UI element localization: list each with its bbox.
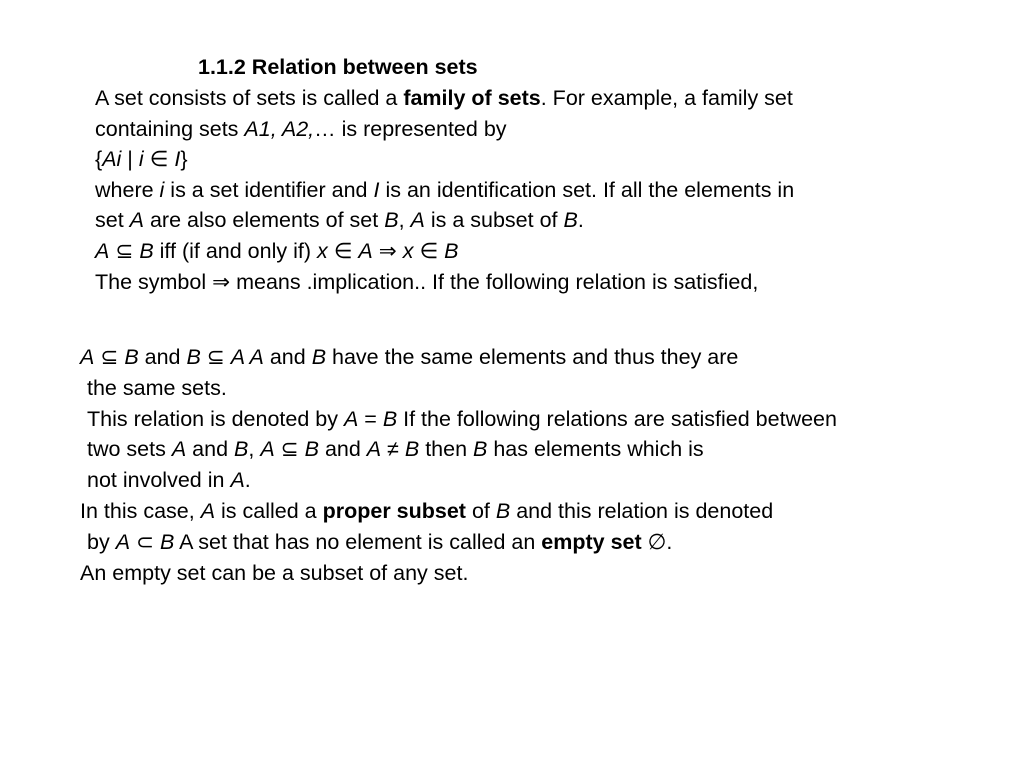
- text-run: .: [244, 468, 251, 492]
- text-line: [95, 207, 584, 233]
- italic-math: A: [230, 468, 245, 492]
- italic-math: I: [373, 178, 380, 202]
- italic-math: i: [138, 147, 144, 171]
- italic-math: i: [159, 178, 165, 202]
- text-run: In this case,: [80, 499, 201, 523]
- italic-math: x: [402, 239, 414, 263]
- italic-math: B: [563, 208, 578, 232]
- text-run: ⊆: [94, 345, 125, 369]
- text-run: A set consists of sets is called a: [95, 86, 404, 110]
- text-run: ⊆: [109, 239, 140, 263]
- italic-math: B: [473, 437, 488, 461]
- text-line: [80, 498, 773, 524]
- text-line: [87, 375, 227, 401]
- italic-math: B: [404, 437, 420, 461]
- text-run: ⊂: [130, 530, 160, 554]
- text-run: {: [95, 147, 103, 171]
- bold-term: empty set: [541, 530, 642, 554]
- italic-math: A: [171, 437, 187, 461]
- text-run: is a set identifier and: [164, 178, 374, 202]
- text-run: ⊆: [200, 345, 231, 369]
- italic-math: B: [139, 239, 154, 263]
- text-run: and: [186, 437, 235, 461]
- text-run: ⇒: [372, 239, 403, 263]
- italic-math: A: [129, 208, 144, 232]
- text-run: }: [180, 147, 188, 171]
- italic-math: B: [384, 208, 399, 232]
- text-run: This relation is denoted by: [87, 407, 344, 431]
- text-run: A set that has no element is called an: [174, 530, 542, 554]
- text-run: |: [121, 147, 139, 171]
- text-run: ≠: [381, 437, 405, 461]
- text-run: =: [358, 407, 383, 431]
- italic-math: A1, A2,: [244, 117, 315, 141]
- text-run: of: [465, 499, 496, 523]
- text-run: not involved in: [87, 468, 231, 492]
- text-line: [95, 146, 188, 172]
- text-line: [95, 116, 507, 142]
- italic-math: A: [80, 345, 95, 369]
- text-run: by: [87, 530, 116, 554]
- bold-term: proper subset: [322, 499, 466, 523]
- text-line: [95, 85, 793, 111]
- italic-math: x: [316, 239, 328, 263]
- italic-math: B: [124, 345, 139, 369]
- text-run: has elements which is: [487, 437, 704, 461]
- text-run: An empty set can be a subset of any set.: [80, 561, 469, 585]
- text-run: ∈: [143, 147, 175, 171]
- italic-math: A: [260, 437, 275, 461]
- italic-math: A: [95, 239, 110, 263]
- text-run: and: [138, 345, 187, 369]
- text-run: containing sets: [95, 117, 245, 141]
- text-run: ∈: [413, 239, 445, 263]
- italic-math: B: [382, 407, 398, 431]
- text-line: [80, 344, 738, 370]
- text-run: then: [419, 437, 474, 461]
- text-run: ,: [248, 437, 261, 461]
- text-run: is an identification set. If all the elements in: [379, 178, 795, 202]
- text-line: [80, 560, 468, 586]
- bold-term: family of sets: [403, 86, 541, 110]
- text-run: and: [318, 437, 367, 461]
- text-run: .: [577, 208, 584, 232]
- italic-math: I: [174, 147, 181, 171]
- text-run: set: [95, 208, 130, 232]
- text-run: iff (if and only if): [153, 239, 317, 263]
- text-run: The symbol ⇒ means .implication.. If the following relation is satisfied,: [95, 270, 759, 294]
- text-run: are also elements of set: [144, 208, 385, 232]
- text-run: is a subset of: [424, 208, 564, 232]
- text-line: [95, 238, 459, 264]
- text-line: [87, 436, 704, 462]
- italic-math: B: [186, 345, 201, 369]
- italic-math: B: [304, 437, 319, 461]
- text-run: have the same elements and thus they are: [326, 345, 739, 369]
- text-run: and: [263, 345, 312, 369]
- text-run: ⊆: [274, 437, 305, 461]
- text-run: ∈: [327, 239, 359, 263]
- text-line: [95, 177, 794, 203]
- text-run: … is represented by: [314, 117, 507, 141]
- italic-math: B: [311, 345, 327, 369]
- text-line: [95, 269, 758, 295]
- italic-math: A: [115, 530, 131, 554]
- text-run: where: [95, 178, 160, 202]
- section-title: 1.1.2 Relation between sets: [198, 55, 478, 79]
- text-run: the same sets.: [87, 376, 227, 400]
- italic-math: A A: [230, 345, 264, 369]
- text-line: [87, 467, 251, 493]
- text-run: ∅.: [641, 530, 673, 554]
- text-run: If the following relations are satisfied between: [397, 407, 837, 431]
- text-run: ,: [398, 208, 411, 232]
- italic-math: A: [343, 407, 359, 431]
- italic-math: Ai: [102, 147, 122, 171]
- text-line: [87, 529, 672, 555]
- italic-math: A: [410, 208, 425, 232]
- italic-math: A: [200, 499, 216, 523]
- italic-math: A: [366, 437, 382, 461]
- text-run: . For example, a family set: [540, 86, 793, 110]
- italic-math: B: [495, 499, 511, 523]
- text-line: [87, 406, 837, 432]
- italic-math: B: [234, 437, 249, 461]
- text-run: and this relation is denoted: [510, 499, 774, 523]
- text-run: two sets: [87, 437, 172, 461]
- italic-math: A: [358, 239, 373, 263]
- italic-math: B: [160, 530, 175, 554]
- italic-math: B: [444, 239, 459, 263]
- text-run: is called a: [215, 499, 323, 523]
